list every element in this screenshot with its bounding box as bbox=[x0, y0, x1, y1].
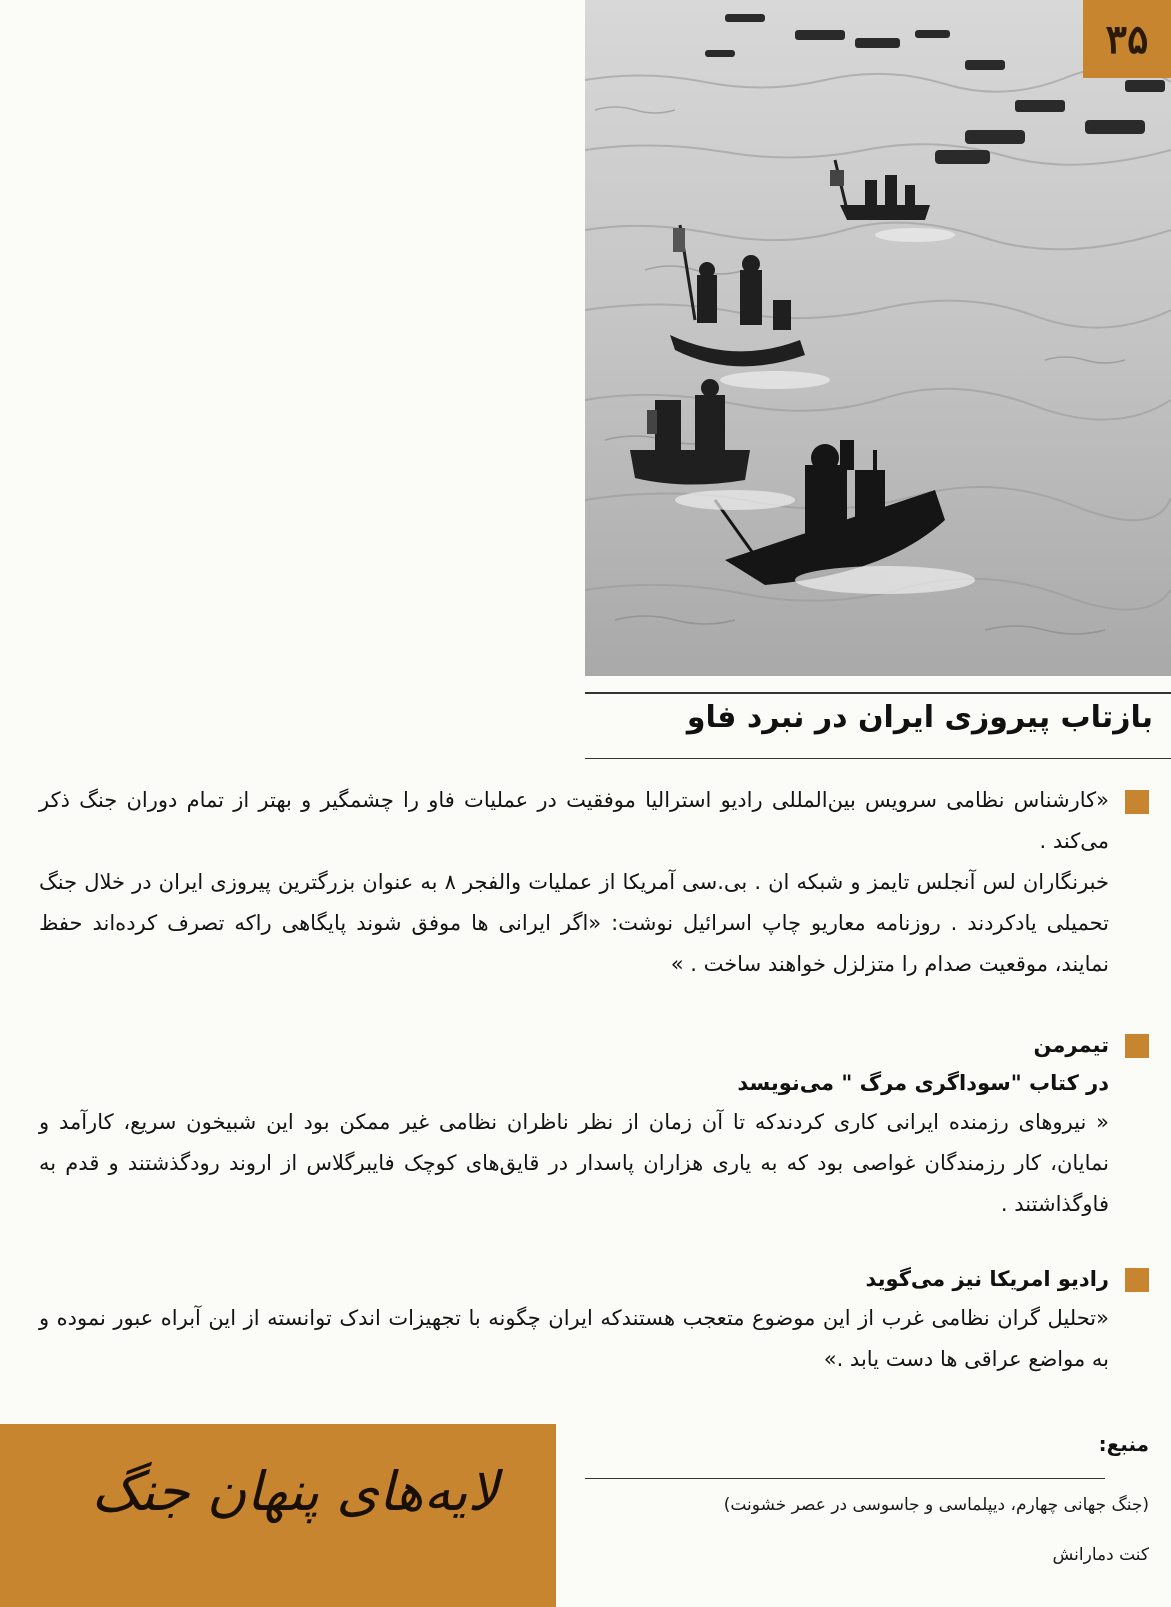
title-bottom-rule bbox=[585, 758, 1171, 759]
section-bullet bbox=[1125, 1034, 1149, 1058]
page-number: ۳۵ bbox=[1083, 0, 1171, 78]
article-title: بازتاب پیروزی ایران در نبرد فاو bbox=[686, 700, 1153, 735]
section-heading: رادیو امریکا نیز می‌گوید bbox=[865, 1267, 1109, 1291]
section-heading: تیمرمن bbox=[1033, 1033, 1109, 1057]
section-radio-america bbox=[39, 1260, 1149, 1380]
paragraph: «کارشناس نظامی سرویس بین‌المللی رادیو استرالیا موفقیت در عملیات فاو را چشمگیر و بهتر از تمام دوران جنگ ذکر می‌کند . bbox=[39, 788, 1109, 853]
section-subheading: در کتاب "سوداگری مرگ " می‌نویسد bbox=[737, 1071, 1109, 1095]
section-timmerman bbox=[39, 1026, 1149, 1225]
book-title-calligraphy: لایه‌های پنهان جنگ bbox=[91, 1460, 499, 1523]
section-text bbox=[39, 780, 1109, 985]
paragraph: «تحلیل گران نظامی غرب از این موضوع متعجب هستندکه ایران چگونه با تجهیزات اندک توانسته از این آبراه عبور نموده و به مواضع عراقی ها دست یابد .» bbox=[39, 1306, 1109, 1371]
source-rule bbox=[585, 1478, 1105, 1479]
source-author: کنت دمارانش bbox=[1052, 1545, 1149, 1565]
section-text bbox=[39, 1102, 1109, 1225]
section-text bbox=[39, 1298, 1109, 1380]
boats-photo bbox=[585, 0, 1171, 676]
section-bullet bbox=[1125, 790, 1149, 814]
source-label: منبع: bbox=[1098, 1432, 1149, 1456]
section-bullet bbox=[1125, 1268, 1149, 1292]
title-top-rule bbox=[585, 692, 1171, 694]
paragraph: خبرنگاران لس آنجلس تایمز و شبکه ان . بی.سی آمریکا از عملیات والفجر ۸ به عنوان بزرگترین پیروزی ایران در خلال جنگ تحمیلی یادکردند . روزنامه معاریو چاپ اسرائیل نوشت: «اگر ایرانی ها موفق شوند پایگاهی راکه تصرف کرده‌اند حفظ نمایند، موقعیت صدام را متزلزل خواهند ساخت . » bbox=[39, 870, 1109, 976]
paragraph: « نیروهای رزمنده ایرانی کاری کردندکه تا آن زمان از نظر ناظران نظامی غیر ممکن بود این شبیخون سریع، کارآمد و نمایان، کار رزمندگان غواصی بود که به یاری هزاران پاسدار در قایق‌های کوچک فایبرگلاس از اروند رودگذشتند و قدم به فاوگذاشتند . bbox=[39, 1110, 1109, 1216]
source-book: (جنگ جهانی چهارم، دیپلماسی و جاسوسی در عصر خشونت) bbox=[723, 1495, 1149, 1515]
section-radio-australia bbox=[39, 780, 1149, 985]
